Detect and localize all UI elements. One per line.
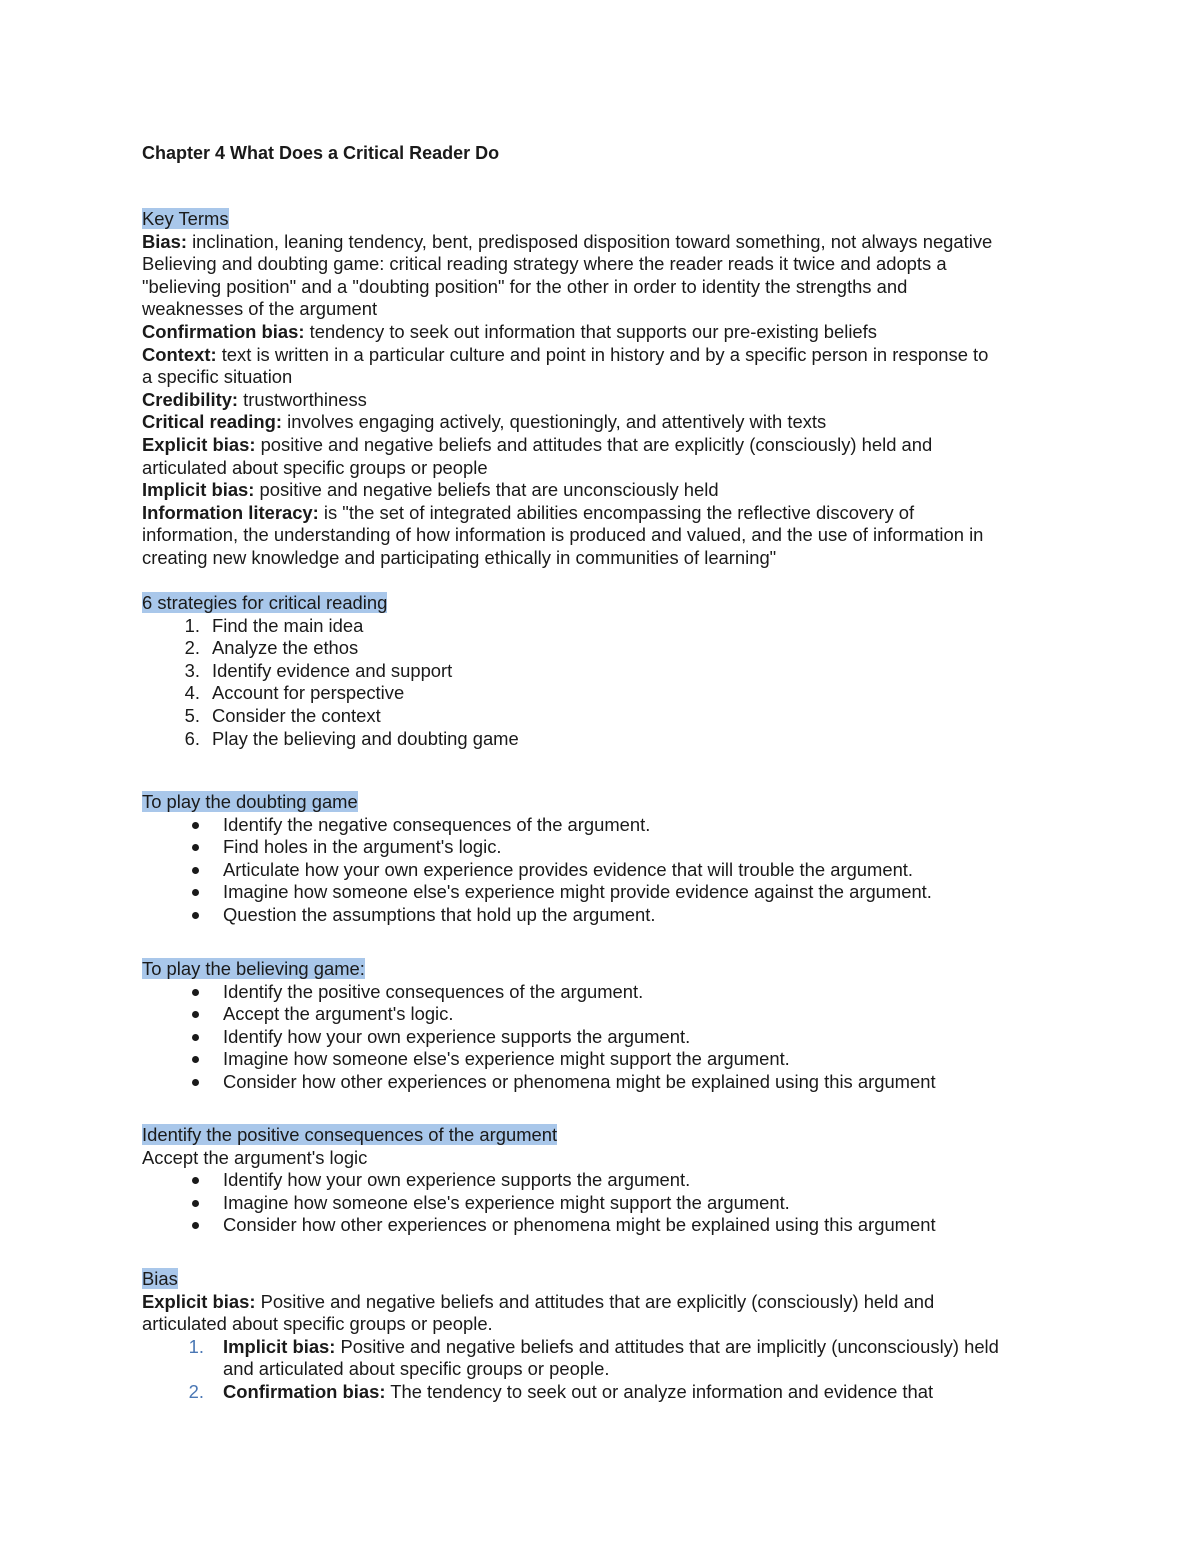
list-item: Find holes in the argument's logic. xyxy=(142,836,1062,859)
list-item: Identify how your own experience supports the argument. xyxy=(142,1169,1062,1192)
doubting-heading: To play the doubting game xyxy=(142,791,358,812)
term-line: creating new knowledge and participating ethically in communities of learning" xyxy=(142,546,777,568)
list-item: Identify the positive consequences of the argument. xyxy=(142,981,1062,1004)
list-item: 3. Identify evidence and support xyxy=(184,659,453,681)
list-item: Consider how other experiences or phenomena might be explained using this argument xyxy=(142,1214,1062,1237)
list-item: Imagine how someone else's experience might support the argument. xyxy=(142,1048,1062,1071)
believing-heading: To play the believing game: xyxy=(142,958,365,979)
term-line: Implicit bias: positive and negative beliefs that are unconsciously held xyxy=(142,479,719,501)
term-line: Bias: inclination, leaning tendency, bent, predisposed disposition toward something, not always negative xyxy=(142,230,993,252)
list-item: Identify how your own experience supports the argument. xyxy=(142,1026,1062,1049)
term-line: Credibility: trustworthiness xyxy=(142,388,367,410)
bullet-icon xyxy=(192,1222,199,1229)
doubting-list xyxy=(142,814,1062,927)
bullet-icon xyxy=(192,989,199,996)
key-terms-section xyxy=(142,208,1062,570)
bullet-icon xyxy=(192,822,199,829)
list-item: Identify the negative consequences of the argument. xyxy=(142,814,1062,837)
page-title: Chapter 4 What Does a Critical Reader Do xyxy=(142,143,500,163)
strategies-section xyxy=(142,592,1062,750)
list-item: 2. Confirmation bias: The tendency to seek out or analyze information and evidence that xyxy=(188,1380,934,1402)
list-item: 6. Play the believing and doubting game xyxy=(184,727,519,749)
list-item: 1. Find the main idea xyxy=(184,614,364,636)
bias-heading: Bias xyxy=(142,1268,178,1289)
list-item: Articulate how your own experience provides evidence that will trouble the argument. xyxy=(142,859,1062,882)
term-line: weaknesses of the argument xyxy=(142,298,378,320)
believing-list xyxy=(142,981,1062,1094)
term-line: information, the understanding of how information is produced and valued, and the use of information in xyxy=(142,524,984,546)
bullet-icon xyxy=(192,889,199,896)
term-line: "believing position" and a "doubting position" for the other in order to identity the strengths and xyxy=(142,275,908,297)
believing-section xyxy=(142,958,1062,1094)
list-item: Question the assumptions that hold up the argument. xyxy=(142,904,1062,927)
term-line: Information literacy: is "the set of integrated abilities encompassing the reflective discovery of xyxy=(142,501,915,523)
key-terms-heading: Key Terms xyxy=(142,208,229,229)
list-item: 4. Account for perspective xyxy=(184,682,405,704)
strategies-list xyxy=(142,615,1062,751)
term-line: Confirmation bias: tendency to seek out information that supports our pre-existing beliefs xyxy=(142,320,877,342)
doubting-section xyxy=(142,791,1062,927)
bullet-icon xyxy=(192,1079,199,1086)
bullet-icon xyxy=(192,867,199,874)
explicit-bias-line: Explicit bias: Positive and negative beliefs and attitudes that are explicitly (consciously) held and xyxy=(142,1290,935,1312)
term-line: Believing and doubting game: critical reading strategy where the reader reads it twice and adopts a xyxy=(142,253,947,275)
list-item: 1. Implicit bias: Positive and negative beliefs and attitudes that are implicitly (unconsciously) held and articulated about specific groups or people. xyxy=(188,1335,999,1380)
bullet-icon xyxy=(192,1056,199,1063)
bullet-icon xyxy=(192,1177,199,1184)
bullet-icon xyxy=(192,1200,199,1207)
list-item: 2. Analyze the ethos xyxy=(184,637,359,659)
bias-section xyxy=(142,1268,1062,1404)
list-item: Consider how other experiences or phenomena might be explained using this argument xyxy=(142,1071,1062,1094)
positive-section xyxy=(142,1124,1062,1237)
term-line: Explicit bias: positive and negative beliefs and attitudes that are explicitly (consciously) held and xyxy=(142,433,933,455)
explicit-bias-line: articulated about specific groups or people. xyxy=(142,1313,493,1335)
positive-heading: Identify the positive consequences of the argument xyxy=(142,1124,558,1145)
term-line: articulated about specific groups or people xyxy=(142,456,488,478)
bullet-icon xyxy=(192,1011,199,1018)
list-item: Imagine how someone else's experience might support the argument. xyxy=(142,1192,1062,1215)
positive-list xyxy=(142,1169,1062,1237)
term-line: a specific situation xyxy=(142,366,293,388)
bullet-icon xyxy=(192,844,199,851)
bullet-icon xyxy=(192,912,199,919)
bullet-icon xyxy=(192,1034,199,1041)
bias-list xyxy=(142,1336,1062,1404)
term-line: Context: text is written in a particular culture and point in history and by a specific person in response to xyxy=(142,343,989,365)
term-line: Critical reading: involves engaging actively, questioningly, and attentively with texts xyxy=(142,411,827,433)
positive-subline: Accept the argument's logic xyxy=(142,1146,368,1168)
list-item: Accept the argument's logic. xyxy=(142,1003,1062,1026)
list-item: Imagine how someone else's experience might provide evidence against the argument. xyxy=(142,881,1062,904)
list-item: 5. Consider the context xyxy=(184,704,381,726)
strategies-heading: 6 strategies for critical reading xyxy=(142,592,388,613)
